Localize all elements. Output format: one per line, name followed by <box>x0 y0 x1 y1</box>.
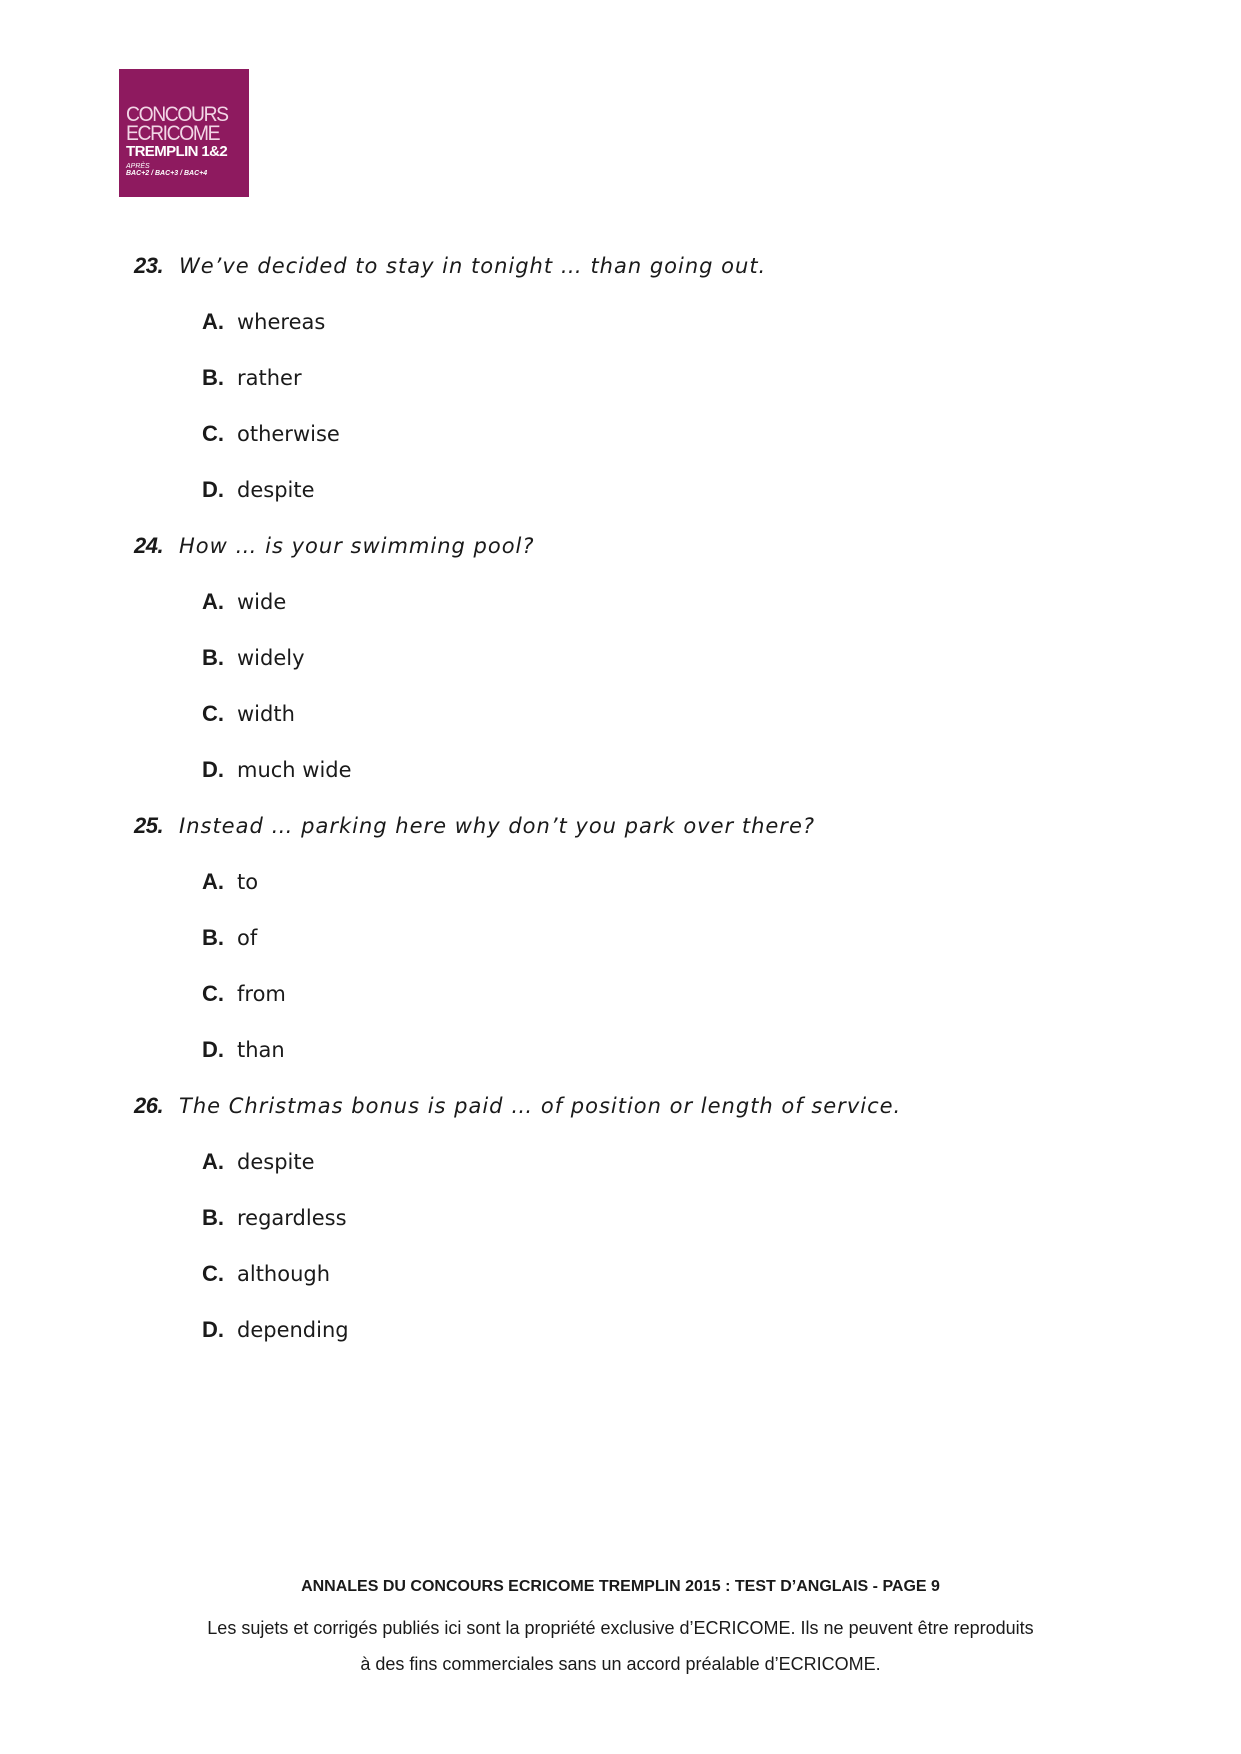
option-text: otherwise <box>237 422 340 446</box>
option-text: depending <box>237 1318 349 1342</box>
option-letter: C. <box>202 1261 224 1286</box>
question-number: 26. <box>134 1093 164 1118</box>
option-letter: A. <box>202 309 224 334</box>
option-text: than <box>237 1038 285 1062</box>
option-text: despite <box>237 1150 315 1174</box>
question-text: How … is your swimming pool? <box>179 534 535 558</box>
option-letter: D. <box>202 477 224 502</box>
footer-title: ANNALES DU CONCOURS ECRICOME TREMPLIN 2015 : TEST D’ANGLAIS - PAGE 9 <box>301 1578 940 1595</box>
option-text: whereas <box>237 310 326 334</box>
footer-note-line-1: Les sujets et corrigés publiés ici sont la propriété exclusive d’ECRICOME. Ils ne peuvent être reproduits <box>207 1618 1034 1638</box>
option-text: width <box>237 702 295 726</box>
logo-line-bac: BAC+2 / BAC+3 / BAC+4 <box>126 170 208 177</box>
option-text: although <box>237 1262 331 1286</box>
logo-line-apres: APRÈS <box>126 163 150 170</box>
option-letter: C. <box>202 421 224 446</box>
option-letter: D. <box>202 757 224 782</box>
option-text: to <box>237 870 259 894</box>
logo-line-ecricome: ECRICOME <box>126 122 220 145</box>
footer-note-line-2: à des fins commerciales sans un accord préalable d’ECRICOME. <box>360 1654 881 1674</box>
option-letter: A. <box>202 1149 224 1174</box>
option-letter: C. <box>202 701 224 726</box>
option-letter: B. <box>202 365 224 390</box>
option-text: widely <box>237 646 305 670</box>
option-letter: B. <box>202 1205 224 1230</box>
option-letter: B. <box>202 645 224 670</box>
ecricome-logo <box>119 69 249 197</box>
option-text: rather <box>237 366 302 390</box>
option-letter: D. <box>202 1037 224 1062</box>
question-text: Instead … parking here why don’t you park over there? <box>179 814 816 838</box>
question-text: The Christmas bonus is paid … of position or length of service. <box>179 1094 902 1118</box>
option-text: from <box>237 982 286 1006</box>
option-letter: C. <box>202 981 224 1006</box>
option-text: despite <box>237 478 315 502</box>
option-text: much wide <box>237 758 352 782</box>
option-letter: A. <box>202 589 224 614</box>
question-number: 24. <box>134 533 164 558</box>
option-letter: B. <box>202 925 224 950</box>
option-text: regardless <box>237 1206 347 1230</box>
option-text: of <box>237 926 258 950</box>
logo-line-concours: CONCOURS <box>126 103 228 126</box>
option-text: wide <box>237 590 287 614</box>
question-text: We’ve decided to stay in tonight … than going out. <box>179 254 767 278</box>
option-letter: D. <box>202 1317 224 1342</box>
question-number: 23. <box>134 253 164 278</box>
question-number: 25. <box>134 813 164 838</box>
logo-line-tremplin: TREMPLIN 1&2 <box>126 143 228 160</box>
option-letter: A. <box>202 869 224 894</box>
